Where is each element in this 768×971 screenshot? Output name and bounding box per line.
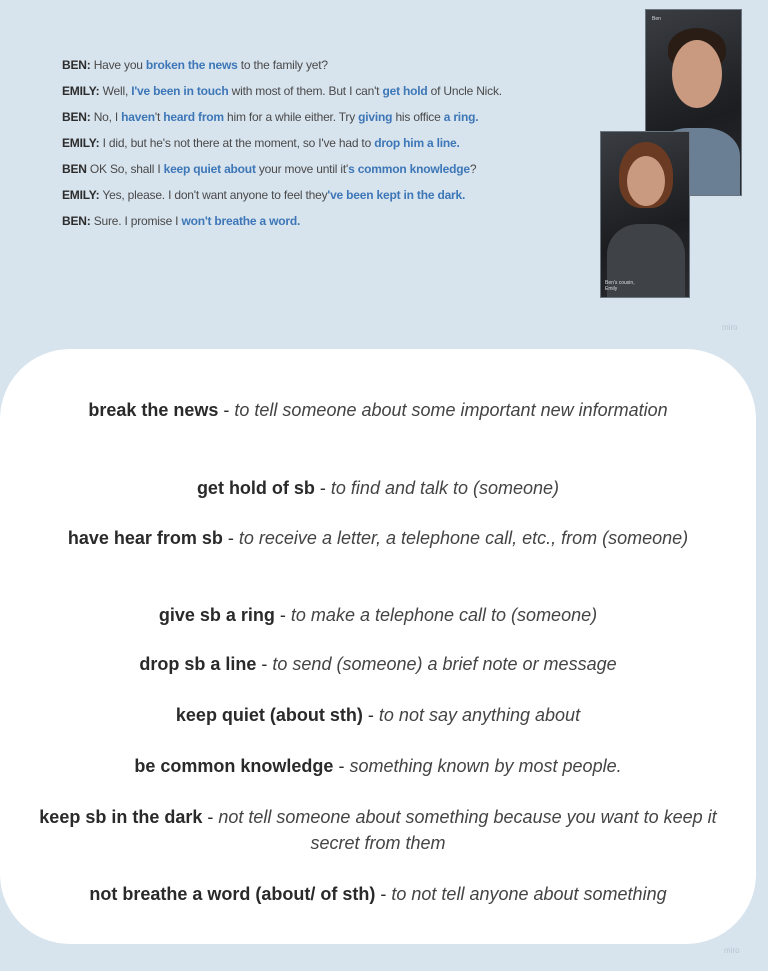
- definition-meaning: to not say anything about: [378, 705, 581, 725]
- phrase-highlight: a ring.: [443, 110, 479, 124]
- dialogue-line: [62, 84, 582, 99]
- definition-term: get hold of sb: [196, 478, 315, 498]
- separator: -: [256, 654, 273, 674]
- definition-meaning: not tell someone about something because you want to keep it secret from them: [218, 807, 717, 853]
- separator: -: [375, 884, 392, 904]
- definition-meaning: to tell someone about some important new information: [234, 400, 668, 420]
- phrase-highlight: giving: [358, 110, 393, 124]
- definition-item: [20, 525, 736, 551]
- definition-meaning: to receive a letter, a telephone call, etc., from (someone): [238, 528, 689, 548]
- dialogue-line: [62, 58, 582, 73]
- dialogue-line: [62, 162, 582, 177]
- definition-item: [20, 475, 736, 501]
- dialogue-text: I did, but he's not there at the moment, so I've had to: [102, 136, 375, 150]
- phrase-highlight: haven: [121, 110, 155, 124]
- dialogue: [62, 58, 582, 240]
- dialogue-line: [62, 214, 582, 229]
- definition-item: [20, 804, 736, 856]
- dialogue-text: OK So, shall I: [89, 162, 164, 176]
- watermark: miro: [722, 323, 738, 332]
- definition-item: [20, 702, 736, 728]
- definitions-card: [0, 349, 756, 944]
- definition-term: keep sb in the dark: [39, 807, 203, 827]
- phrase-highlight: s common knowledge: [348, 162, 470, 176]
- phrase-highlight: I've been in touch: [131, 84, 229, 98]
- separator: -: [333, 756, 350, 776]
- dialogue-text: him for a while either. Try: [223, 110, 359, 124]
- definition-term: be common knowledge: [134, 756, 334, 776]
- photo-caption: Ben's cousin, Emily: [605, 280, 635, 292]
- speaker: BEN:: [62, 58, 91, 72]
- definition-meaning: to not tell anyone about something: [391, 884, 667, 904]
- definition-term: keep quiet (about sth): [175, 705, 363, 725]
- speaker: EMILY:: [62, 188, 100, 202]
- phrase-highlight: broken the news: [145, 58, 238, 72]
- definition-meaning: to make a telephone call to (someone): [290, 605, 598, 625]
- dialogue-text: your move until it': [255, 162, 349, 176]
- definition-term: give sb a ring: [158, 605, 275, 625]
- dialogue-text: 't: [154, 110, 164, 124]
- dialogue-text: with most of them. But I can't: [228, 84, 383, 98]
- phrase-highlight: keep quiet about: [163, 162, 256, 176]
- dialogue-text: to the family yet?: [237, 58, 328, 72]
- separator: -: [222, 528, 239, 548]
- definition-item: [20, 651, 736, 677]
- separator: -: [274, 605, 291, 625]
- emily-photo: [600, 131, 690, 298]
- definition-meaning: to find and talk to (someone): [330, 478, 560, 498]
- speaker: EMILY:: [62, 136, 100, 150]
- separator: -: [314, 478, 331, 498]
- dialogue-text: Have you: [93, 58, 146, 72]
- speaker: BEN:: [62, 110, 91, 124]
- definition-term: not breathe a word (about/ of sth): [89, 884, 376, 904]
- definition-meaning: to send (someone) a brief note or message: [272, 654, 617, 674]
- watermark: miro: [724, 946, 740, 955]
- definition-term: drop sb a line: [139, 654, 257, 674]
- dialogue-line: [62, 136, 582, 151]
- definition-item: [20, 397, 736, 423]
- definition-item: [20, 753, 736, 779]
- dialogue-text: Yes, please. I don't want anyone to feel they: [102, 188, 328, 202]
- separator: -: [202, 807, 219, 827]
- speaker: EMILY:: [62, 84, 100, 98]
- phrase-highlight: get hold: [382, 84, 428, 98]
- dialogue-line: [62, 188, 582, 203]
- phrase-highlight: 've been kept in the dark.: [327, 188, 466, 202]
- phrase-highlight: heard from: [163, 110, 224, 124]
- speaker: BEN: [62, 162, 87, 176]
- dialogue-text: Sure. I promise I: [93, 214, 182, 228]
- dialogue-line: [62, 110, 582, 125]
- phrase-highlight: drop him a line.: [374, 136, 460, 150]
- separator: -: [218, 400, 235, 420]
- definition-meaning: something known by most people.: [349, 756, 622, 776]
- definition-term: have hear from sb: [67, 528, 223, 548]
- dialogue-text: ?: [469, 162, 477, 176]
- dialogue-text: of Uncle Nick.: [427, 84, 502, 98]
- definition-term: break the news: [88, 400, 219, 420]
- separator: -: [362, 705, 379, 725]
- dialogue-text: No, I: [93, 110, 122, 124]
- phrase-highlight: won't breathe a word.: [181, 214, 301, 228]
- definition-item: [20, 881, 736, 907]
- definition-item: [20, 602, 736, 628]
- speaker: BEN:: [62, 214, 91, 228]
- face-shape: [672, 40, 722, 108]
- face-shape: [627, 156, 665, 206]
- dialogue-text: his office: [392, 110, 444, 124]
- dialogue-text: Well,: [102, 84, 132, 98]
- photo-caption: Ben: [652, 16, 661, 22]
